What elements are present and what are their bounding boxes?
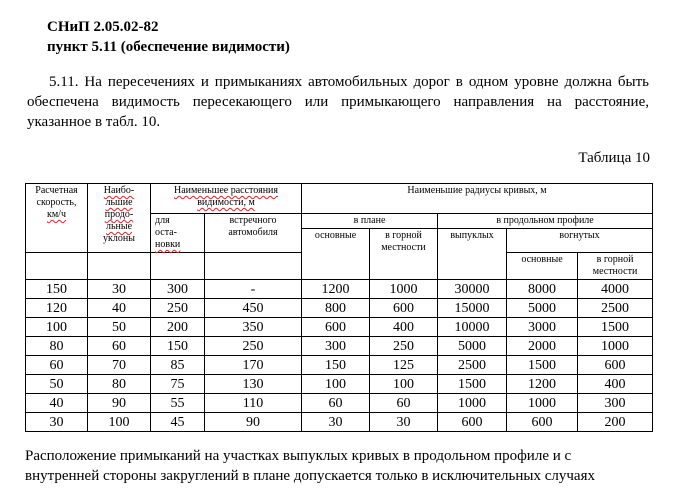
table-cell: 1200 (302, 280, 370, 299)
table-row (26, 356, 653, 375)
table-cell: - (205, 280, 302, 299)
table-cell: 250 (151, 299, 205, 318)
table-row (26, 318, 653, 337)
table-cell: 100 (370, 375, 438, 394)
table-cell: 80 (88, 375, 151, 394)
table-cell: 4000 (578, 280, 653, 299)
table-cell: 30 (88, 280, 151, 299)
table-caption: Таблица 10 (578, 150, 650, 166)
header-concave-mountain: в горной местности (578, 253, 653, 280)
table-body (26, 280, 653, 432)
table-cell: 30 (26, 413, 88, 432)
table-cell: 100 (302, 375, 370, 394)
standard-code: СНиП 2.05.02-82 (47, 19, 159, 35)
table-cell: 150 (26, 280, 88, 299)
table-cell: 40 (26, 394, 88, 413)
table-row (26, 337, 653, 356)
table-row (26, 394, 653, 413)
table-cell: 600 (370, 299, 438, 318)
table-cell: 600 (302, 318, 370, 337)
table-cell: 100 (88, 413, 151, 432)
table-cell: 150 (302, 356, 370, 375)
table-cell: 200 (578, 413, 653, 432)
header-concave: вогнутых (507, 229, 653, 253)
clause-title: пункт 5.11 (обеспечение видимости) (47, 39, 290, 55)
table-cell: 5000 (507, 299, 578, 318)
bottom-line-1: Расположение примыканий на участках выпуклых кривых в продольном профиле и с (25, 448, 572, 464)
header-min-radii: Наименьшие радиусы кривых, м (302, 184, 653, 214)
table-cell: 600 (507, 413, 578, 432)
table-cell: 300 (302, 337, 370, 356)
table-cell: 30 (370, 413, 438, 432)
header-convex: выпуклых (438, 229, 507, 280)
table-cell: 600 (578, 356, 653, 375)
table-cell: 75 (151, 375, 205, 394)
visibility-table (25, 183, 653, 432)
table-cell: 400 (370, 318, 438, 337)
table-row (26, 280, 653, 299)
table-cell: 450 (205, 299, 302, 318)
table-cell: 1000 (370, 280, 438, 299)
table-cell: 50 (26, 375, 88, 394)
table-row (26, 413, 653, 432)
table-cell: 60 (370, 394, 438, 413)
table-cell: 60 (302, 394, 370, 413)
table-cell: 100 (26, 318, 88, 337)
table-cell: 5000 (438, 337, 507, 356)
table-cell: 45 (151, 413, 205, 432)
table-cell: 1000 (578, 337, 653, 356)
document-title (47, 17, 290, 57)
table-cell: 120 (26, 299, 88, 318)
header-max-slope: Наибо- льшие продо- льные уклоны (88, 184, 151, 253)
table-cell: 250 (370, 337, 438, 356)
table-cell: 125 (370, 356, 438, 375)
table-cell: 8000 (507, 280, 578, 299)
table-cell: 2500 (438, 356, 507, 375)
table-cell: 1500 (438, 375, 507, 394)
table-cell: 50 (88, 318, 151, 337)
header-spacer-oncoming (205, 253, 302, 280)
table-cell: 10000 (438, 318, 507, 337)
table-cell: 3000 (507, 318, 578, 337)
table-cell: 60 (26, 356, 88, 375)
table-cell: 800 (302, 299, 370, 318)
table-cell: 1500 (578, 318, 653, 337)
table-cell: 1200 (507, 375, 578, 394)
table-cell: 2500 (578, 299, 653, 318)
table-cell: 130 (205, 375, 302, 394)
header-min-distance: Наименьшее расстояния видимости, м (151, 184, 302, 214)
header-plan-mountain: в горной местности (370, 229, 438, 280)
table-cell: 400 (578, 375, 653, 394)
table-cell: 1500 (507, 356, 578, 375)
header-spacer-speed (26, 253, 88, 280)
table-cell: 600 (438, 413, 507, 432)
header-spacer-slope (88, 253, 151, 280)
table-row (26, 299, 653, 318)
table-cell: 80 (26, 337, 88, 356)
table-cell: 15000 (438, 299, 507, 318)
table-cell: 170 (205, 356, 302, 375)
table-cell: 200 (151, 318, 205, 337)
table-cell: 110 (205, 394, 302, 413)
table-row (26, 375, 653, 394)
table-cell: 300 (578, 394, 653, 413)
header-plan-main: основные (302, 229, 370, 280)
table-cell: 1000 (438, 394, 507, 413)
table-cell: 40 (88, 299, 151, 318)
table-cell: 70 (88, 356, 151, 375)
bottom-line-2: внутренней стороны закруглений в плане допускается только в исключительных случаях (25, 468, 595, 484)
clause-paragraph: 5.11. На пересечениях и примыканиях автомобильных дорог в одном уровне должна быть обеспечена видимость пересекающего или примыкающего направления на расстояние, указанное в табл. 10. (27, 74, 649, 130)
header-oncoming: встречного автомобиля (205, 214, 302, 253)
table-cell: 30 (302, 413, 370, 432)
header-spacer-stop (151, 253, 205, 280)
bottom-paragraph (25, 446, 665, 486)
table-cell: 300 (151, 280, 205, 299)
table-cell: 90 (88, 394, 151, 413)
table-cell: 85 (151, 356, 205, 375)
table-cell: 250 (205, 337, 302, 356)
table-cell: 150 (151, 337, 205, 356)
table-cell: 1000 (507, 394, 578, 413)
table-cell: 30000 (438, 280, 507, 299)
table-cell: 350 (205, 318, 302, 337)
table-cell: 60 (88, 337, 151, 356)
table-cell: 90 (205, 413, 302, 432)
header-in-plan: в плане (302, 214, 438, 229)
table-cell: 55 (151, 394, 205, 413)
header-in-profile: в продольном профиле (438, 214, 653, 229)
header-stop: для оста- новки (151, 214, 205, 253)
header-speed: Расчетная скорость, км/ч (26, 184, 88, 253)
table-cell: 2000 (507, 337, 578, 356)
header-concave-main: основные (507, 253, 578, 280)
